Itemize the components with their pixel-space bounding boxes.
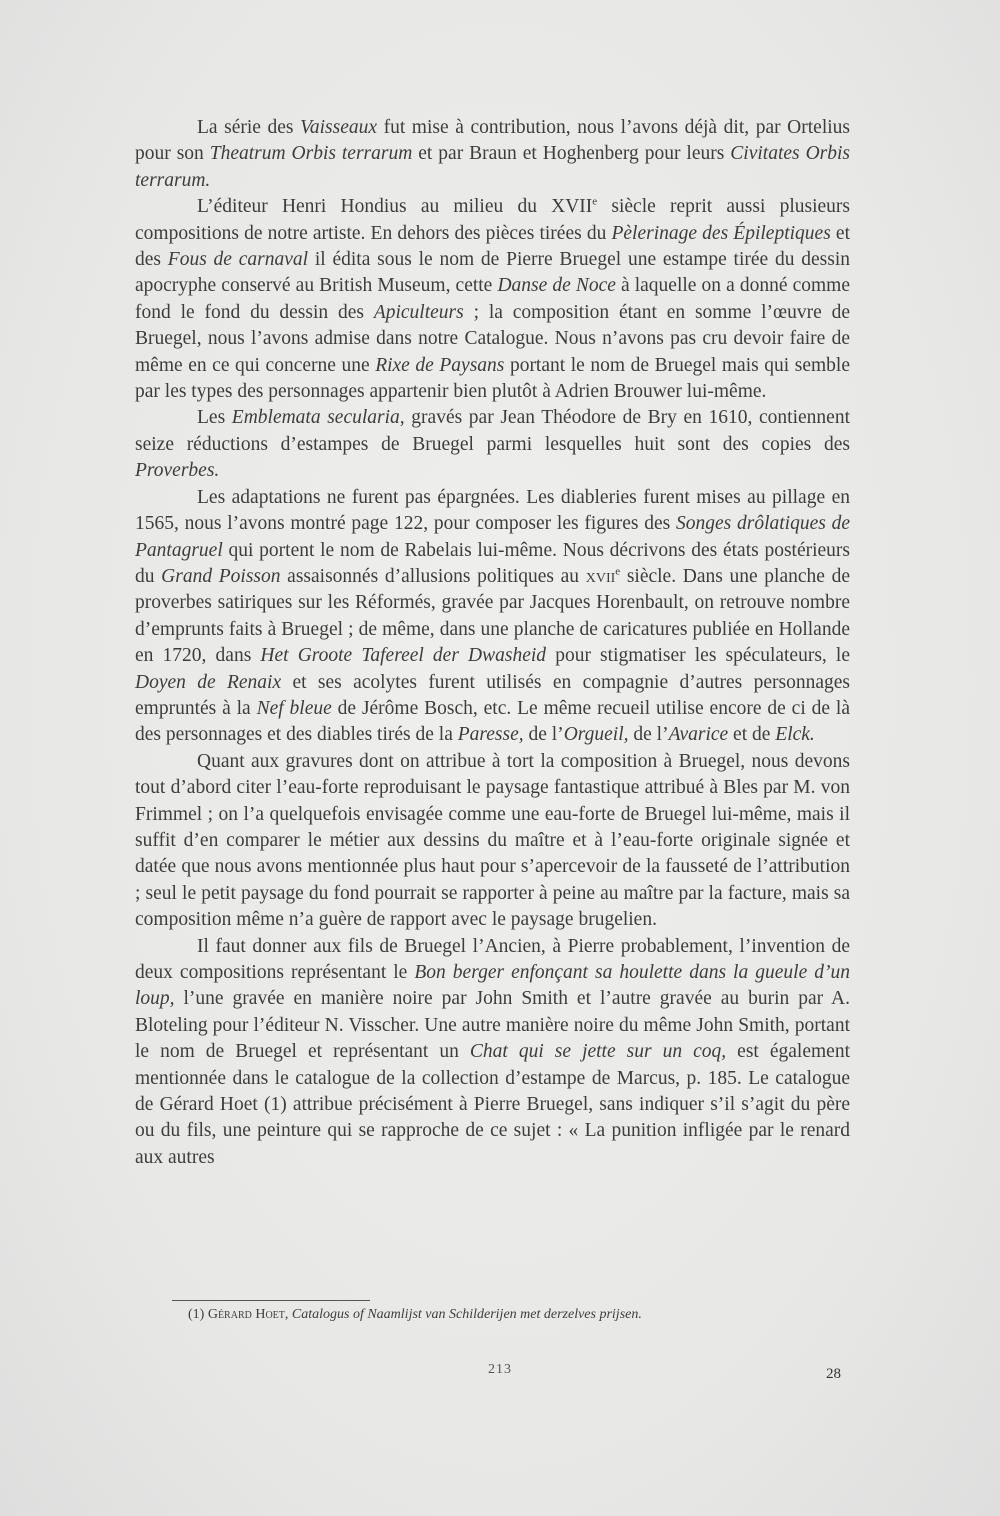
italic-text: Paresse, — [457, 724, 524, 746]
italic-text: Orgueil, — [563, 724, 629, 746]
text-run: pour stigmatiser les spéculateurs, le — [546, 645, 850, 667]
italic-text: Pèlerinage des Épileptiques — [611, 222, 831, 244]
text-run: siècle reprit aussi plusieurs compositions de notre artiste. En dehors des pièces tirées du — [135, 196, 850, 244]
paragraph — [135, 194, 850, 405]
italic-text: Avarice — [668, 724, 729, 746]
superscript: e — [615, 565, 621, 578]
paragraph — [135, 115, 850, 194]
italic-text: Bon berger enfonçant sa houlette dans la gueule d’un loup, — [135, 962, 850, 1010]
text-run: Il faut donner aux fils de Bruegel l’Ancien, à Pierre probablement, l’invention de deux compositions représentant le — [135, 935, 850, 983]
footnote — [188, 1306, 868, 1324]
text-run: gravés par Jean Théodore de Bry en 1610, contiennent seize réductions d’estampes de Bruegel parmi lesquelles huit sont des copies des — [135, 407, 850, 455]
text-run: xvii — [585, 565, 616, 587]
text-run: l’une gravée en manière noire par John Smith et l’autre gravée au burin par A. Bloteling pour l’éditeur N. Visscher. Une autre manière noire du même John Smith, portant le nom de Bruegel et représentant un — [135, 988, 850, 1063]
text-run: et de — [728, 724, 776, 746]
italic-text: Nef bleue — [256, 697, 332, 719]
superscript: e — [592, 195, 598, 208]
page-number: 213 — [488, 1362, 512, 1377]
italic-text: Danse de Noce — [497, 275, 616, 297]
text-run: qui portent le nom de Rabelais lui-même. Nous décrivons des états postérieurs du — [135, 539, 850, 587]
text-run: Quant aux gravures dont on attribue à tort la composition à Bruegel, nous devons tout d’abord citer l’eau-forte reproduisant le paysage fantastique attribué à Bles par M. von Frimmel ; on l’a quelquefois envisagée comme une eau-forte de Bruegel lui-même, mais il suffit d’en comparer le métier aux dessins du maître et à l’eau-forte originale signée et datée que nous avons mentionnée plus haut pour s’apercevoir de la fausseté de l’attribution ; seul le petit paysage du fond pourrait se rapporter à peine au maître par la facture, mais sa composition même n’a guère de rapport avec le paysage brugelien. — [135, 750, 850, 931]
italic-text: Chat qui se jette sur un coq, — [469, 1041, 727, 1063]
text-run: et ses acolytes furent utilisés en compagnie d’autres personnages empruntés à la — [135, 671, 850, 719]
text-run: de l’ — [523, 724, 564, 746]
italic-text: Fous de carnaval — [167, 249, 309, 271]
italic-text: Apiculteurs — [373, 301, 464, 323]
text-run: siècle. Dans une planche de proverbes satiriques sur les Réformés, gravée par Jacques Horenbault, on retrouve nombre d’emprunts faits à Bruegel ; de même, dans une planche de caricatures publiée en Hollande en 1720, dans — [135, 565, 850, 667]
paragraph — [135, 934, 850, 1172]
text-run: de l’ — [628, 724, 669, 746]
italic-text: Grand Poisson — [161, 565, 281, 587]
footnote-rule — [172, 1300, 370, 1301]
text-run: et des — [135, 222, 851, 271]
footnote-title: Catalogus of Naamlijst van Schilderijen met derzelves prijsen. — [291, 1307, 642, 1322]
italic-text: Songes drôlatiques de Pantagruel — [135, 513, 851, 561]
text-run: Les — [197, 407, 232, 429]
footnote-author: Gérard Hoet, — [207, 1307, 289, 1322]
italic-text: Vaisseaux — [300, 117, 377, 138]
footnote-marker: (1) — [188, 1307, 205, 1322]
text-run: L’éditeur Henri Hondius au milieu du XVII — [197, 196, 593, 218]
text-run: fut mise à contribution, nous l’avons déjà dit, par Ortelius pour son — [135, 117, 850, 165]
italic-text: Theatrum Orbis terrarum — [209, 143, 413, 165]
text-run: à laquelle on a donné comme fond le fond du dessin des — [135, 275, 850, 323]
text-run: de Jérôme Bosch, etc. Le même recueil utilise encore de ci de là des personnages et des diables tirés de la — [135, 697, 850, 746]
text-run: portant le nom de Bruegel mais qui semble par les types des personnages appartenir bien plutôt à Adrien Brouwer lui-même. — [135, 354, 850, 403]
italic-text: Doyen de Renaix — [135, 671, 282, 693]
text-run: et par Braun et Hoghenberg pour leurs — [412, 143, 731, 165]
italic-text: Elck. — [775, 724, 815, 746]
signature-mark: 28 — [826, 1366, 841, 1382]
text-run: est également mentionnée dans le catalogue de la collection d’estampe de Marcus, p. 185. Le catalogue de Gérard Hoet (1) attribue précisément à Pierre Bruegel, sans indiquer s’il s’agit du père ou du fils, une peinture qui se rapproche de ce sujet : « La punition infligée par le renard aux autres — [135, 1041, 850, 1168]
paragraph — [135, 749, 850, 934]
text-run: La série des — [197, 117, 301, 138]
italic-text: Emblemata secularia, — [231, 407, 405, 429]
italic-text: Het Groote Tafereel der Dwasheid — [260, 645, 547, 667]
italic-text: Rixe de Paysans — [375, 354, 505, 376]
paragraph — [135, 485, 850, 749]
italic-text: Civitates Orbis terrarum. — [135, 143, 850, 191]
italic-text: Proverbes. — [135, 460, 220, 482]
text-run: ; la composition étant en somme l’œuvre de Bruegel, nous l’avons admise dans notre Catalogue. Nous n’avons pas cru devoir faire de même en ce qui concerne une — [135, 301, 850, 376]
text-run: il édita sous le nom de Pierre Bruegel une estampe tirée du dessin apocryphe conservé au British Museum, cette — [135, 249, 850, 297]
text-run: assaisonnés d’allusions politiques au — [280, 565, 586, 587]
text-run: Les adaptations ne furent pas épargnées. Les diableries furent mises au pillage en 1565, nous l’avons montré page 122, pour composer les figures des — [135, 486, 850, 535]
body-text — [135, 115, 850, 1171]
paragraph — [135, 405, 850, 484]
